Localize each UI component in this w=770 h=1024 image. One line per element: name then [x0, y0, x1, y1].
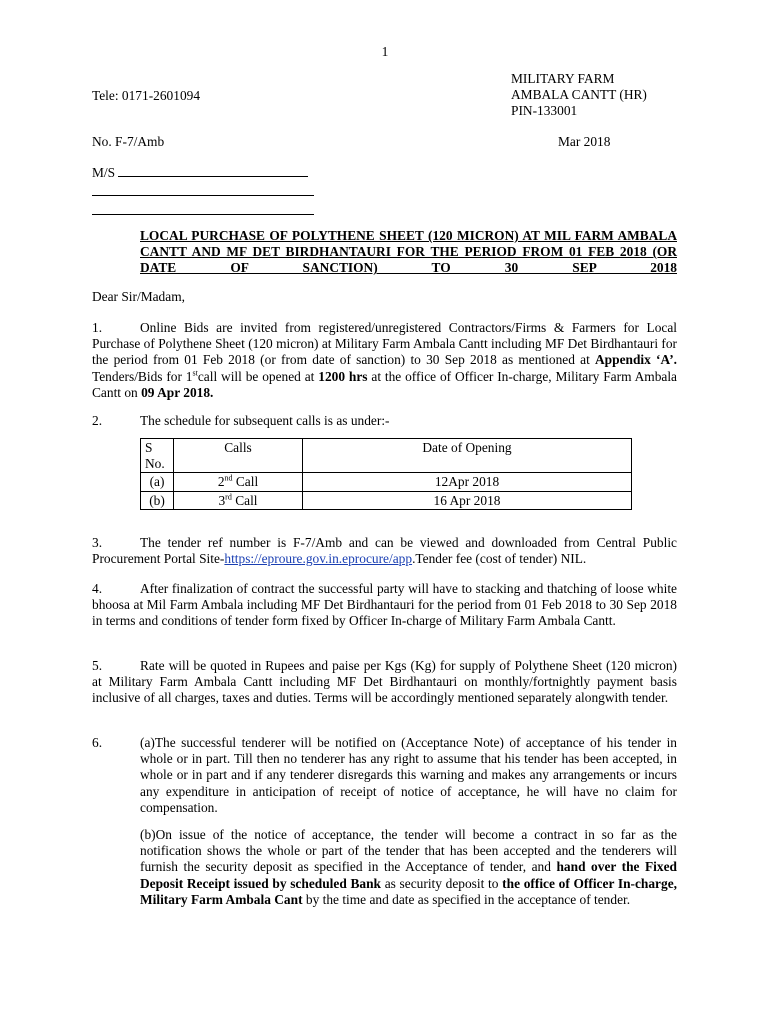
- schedule-table: [140, 438, 632, 510]
- table-cell: (a): [141, 473, 174, 492]
- para-text: .Tender fee (cost of tender) NIL.: [412, 551, 587, 567]
- letter-date: Mar 2018: [558, 134, 611, 149]
- para-number: 2.: [92, 413, 103, 428]
- ms-label: M/S: [92, 165, 116, 180]
- para-number: 1.: [92, 320, 103, 335]
- para-text: Rate will be quoted in Rupees and paise per Kgs (Kg) for supply of Polythene Sheet (120 micron) at Military Farm Ambala Cantt including MF Det Birdhantauri on monthly/fortnightly payment basis inclusive of all charges, taxes and duties. Terms will be accordingly mentioned separately alongwith tender.: [92, 658, 677, 706]
- opening-time: 1200 hrs: [318, 368, 368, 384]
- addressee-blank-line: [92, 200, 314, 215]
- table-cell: 3rd Call: [174, 491, 303, 510]
- table-header-row: [141, 439, 632, 473]
- para-text: Tenders/Bids for 1: [92, 368, 193, 384]
- table-cell: (b): [141, 491, 174, 510]
- para-text: After finalization of contract the successful party will have to stacking and thatching of loose white bhoosa at Mil Farm Ambala including MF Det Birdhantauri for the period from 01 Feb 2018 to 30 Sep 2018 in terms and conditions of tender form fixed by Officer In-charge of Military Farm Ambala Cantt.: [92, 581, 677, 629]
- para-number: 5.: [92, 658, 103, 673]
- paragraph-2: [92, 413, 677, 429]
- para-text: as security deposit to: [381, 875, 503, 891]
- paragraph-1: [92, 320, 677, 401]
- table-cell: 12Apr 2018: [303, 473, 632, 492]
- file-number: No. F-7/Amb: [92, 134, 165, 149]
- para-number: 4.: [92, 581, 103, 596]
- letter-subject: LOCAL PURCHASE OF POLYTHENE SHEET (120 MICRON) AT MIL FARM AMBALA CANTT AND MF DET BIRDHANTAURI FOR THE PERIOD FROM 01 FEB 2018 (OR DATE OF SANCTION) TO 30 SEP 2018: [140, 228, 677, 276]
- para-number: 6.: [92, 735, 103, 750]
- paragraph-3: [92, 535, 677, 567]
- appendix-ref: Appendix ‘A’.: [595, 352, 677, 368]
- address-line: MILITARY FARM: [511, 71, 615, 86]
- para-text: by the time and date as specified in the acceptance of tender.: [302, 891, 631, 907]
- page-number: 1: [381, 44, 389, 59]
- paragraph-5: [92, 658, 677, 707]
- para-text: at the office of Officer In-charge, Military Farm Ambala Cantt on: [92, 368, 677, 400]
- address-line: PIN-133001: [511, 103, 578, 119]
- paragraph-6b: [140, 827, 677, 908]
- table-row: [141, 491, 632, 510]
- table-cell: 2nd Call: [174, 473, 303, 492]
- para-text: Online Bids are invited from registered/unregistered Contractors/Firms & Farmers for Local Purchase of Polythene Sheet (120 micron) at Military Farm Ambala Cantt including MF Det Birdhantauri for the period from 01 Feb 2018 (or from date of sanction) to 30 Sep 2018 as mentioned at: [92, 320, 677, 368]
- paragraph-4: [92, 581, 677, 630]
- paragraph-6a: (a)The successful tenderer will be notified on (Acceptance Note) of acceptance of his tender in whole or in part. Till then no tenderer has any right to assume that his tender has been accepted, in whole or in part and if any tenderer disregards this warning and makes any arrangements or incurs any expenditure in anticipation of receipt of notice of acceptance, he will have no claim for compensation.: [140, 735, 677, 815]
- ordinal-suffix: st: [192, 368, 198, 378]
- para-bold-text: the office of Officer In-charge, Military Farm Ambala Cant: [140, 875, 677, 907]
- table-cell: 16 Apr 2018: [303, 491, 632, 510]
- table-row: [141, 473, 632, 492]
- para-text: The schedule for subsequent calls is as under:-: [140, 413, 390, 428]
- table-header: Date of Opening: [303, 439, 632, 473]
- addressee-blank-line: [92, 181, 314, 196]
- opening-date: 09 Apr 2018.: [141, 384, 214, 400]
- addressee-blank-line: [118, 176, 308, 177]
- addressee-block: [92, 165, 314, 220]
- address-line: AMBALA CANTT (HR): [511, 87, 647, 103]
- portal-link[interactable]: https://eproure.gov.in.eprocure/app: [224, 551, 413, 567]
- table-header: S No.: [141, 439, 174, 473]
- para-text: (b)On issue of the notice of acceptance, the tender will become a contract in so far as the notification shows the whole or part of the tender that has been accepted and the tenderers will furnish the security deposit as specified in the Acceptance of tender, and: [140, 827, 677, 875]
- telephone-number: Tele: 0171-2601094: [92, 88, 201, 103]
- salutation: Dear Sir/Madam,: [92, 289, 185, 304]
- para-text: The tender ref number is F-7/Amb and can be viewed and downloaded from Central Public Procurement Portal Site-: [92, 535, 677, 567]
- para-bold-text: hand over the Fixed Deposit Receipt issued by scheduled Bank: [140, 859, 677, 891]
- para-number: 3.: [92, 535, 103, 550]
- sender-address: [511, 71, 647, 120]
- para-text: call will be opened at: [197, 368, 319, 384]
- table-header: Calls: [174, 439, 303, 473]
